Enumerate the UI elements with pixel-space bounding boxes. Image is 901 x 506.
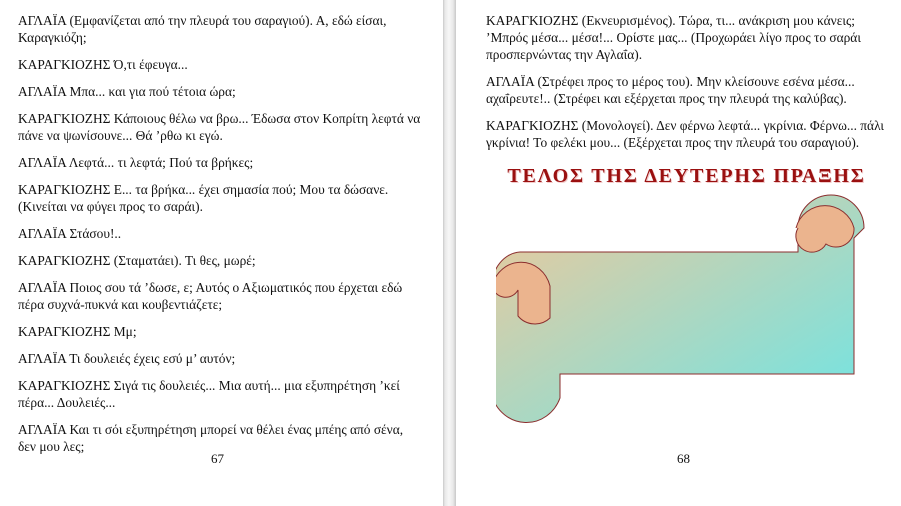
left-para-13: ΑΓΛΑΪΑ Και τι σόι εξυπηρέτηση μπορεί να θέλει ένας μπέης από σένα, δεν μου λες; xyxy=(18,422,404,454)
left-para-4: ΚΑΡΑΓΚΙΟΖΗΣ Κάποιους θέλω να βρω... Έδωσα στον Κοπρίτη λεφτά να πάνε να ψωνίσουνε... Θά ’ρθω κι εγώ. xyxy=(18,111,421,143)
right-page-number: 68 xyxy=(677,451,690,466)
page-gutter xyxy=(443,0,456,506)
left-para-8: ΚΑΡΑΓΚΙΟΖΗΣ (Σταματάει). Τι θες, μωρέ; xyxy=(18,253,256,268)
right-para-3: ΚΑΡΑΓΚΙΟΖΗΣ (Μονολογεί). Δεν φέρνω λεφτά... γκρίνια. Φέρνω... πάλι γκρίνια! Το φελέκι μου... (Εξέρχεται προς την πλευρά του σαραγιού). xyxy=(486,118,884,150)
left-para-11: ΑΓΛΑΪΑ Τι δουλειές έχεις εσύ μ’ αυτόν; xyxy=(18,351,236,366)
right-page xyxy=(456,0,901,506)
left-page-number: 67 xyxy=(211,451,224,466)
left-page xyxy=(0,0,443,506)
left-para-9: ΑΓΛΑΪΑ Ποιος σου τά ’δωσε, ε; Αυτός ο Αξιωματικός που έρχεται εδώ πέρα συχνά-πυκνά και κουβεντιάζετε; xyxy=(18,280,403,312)
left-para-3: ΑΓΛΑΪΑ Μπα... και για πού τέτοια ώρα; xyxy=(18,84,236,99)
right-para-2: ΑΓΛΑΪΑ (Στρέφει προς το μέρος του). Μην κλείσουνε εσένα μέσα... αχαΐρευτε!.. (Στρέφει και εξέρχεται προς την πλευρά της καλύβας). xyxy=(486,74,855,106)
left-para-7: ΑΓΛΑΪΑ Στάσου!.. xyxy=(18,226,122,241)
left-para-6: ΚΑΡΑΓΚΙΟΖΗΣ Ε... τα βρήκα... έχει σημασία πού; Μου τα δώσανε. (Κινείται να φύγει προς το σαράι). xyxy=(18,182,389,214)
left-para-1: ΑΓΛΑΪΑ (Εμφανίζεται από την πλευρά του σαραγιού). Α, εδώ είσαι, Καραγκιόζη; xyxy=(18,13,387,45)
left-para-5: ΑΓΛΑΪΑ Λεφτά... τι λεφτά; Πού τα βρήκες; xyxy=(18,155,254,170)
act-end-heading: ΤΕΛΟΣ ΤΗΣ ΔΕΥΤΕΡΗΣ ΠΡΑΞΗΣ xyxy=(507,165,866,187)
scroll-banner xyxy=(496,190,866,460)
left-para-2: ΚΑΡΑΓΚΙΟΖΗΣ Ό,τι έφευγα... xyxy=(18,57,188,72)
left-para-12: ΚΑΡΑΓΚΙΟΖΗΣ Σιγά τις δουλειές... Μια αυτή... μια εξυπηρέτηση ’κεί πέρα... Δουλειές... xyxy=(18,378,400,410)
left-para-10: ΚΑΡΑΓΚΙΟΖΗΣ Μμ; xyxy=(18,324,137,339)
right-para-1: ΚΑΡΑΓΚΙΟΖΗΣ (Εκνευρισμένος). Τώρα, τι... ανάκριση μου κάνεις; ’Μπρός μέσα... μέσα!... Ορίστε μας... (Προχωράει λίγο προς το σαράι προσπερνώντας την Αγλαΐα). xyxy=(486,13,861,62)
